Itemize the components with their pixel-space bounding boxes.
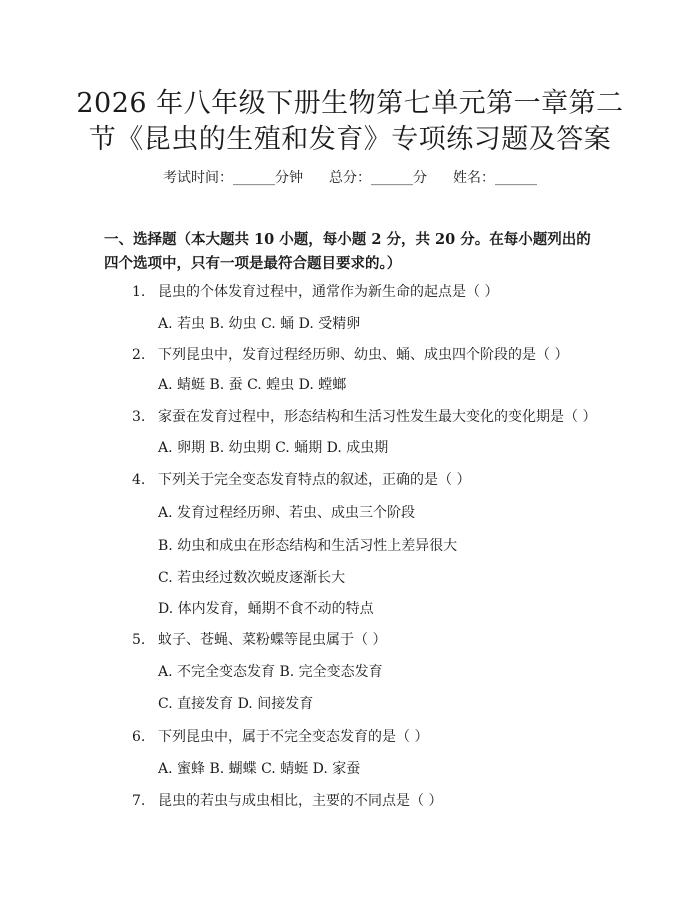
question-number: 7. xyxy=(132,793,146,809)
question-text: 昆虫的个体发育过程中，通常作为新生命的起点是（ ） xyxy=(158,284,499,300)
question-text: 下列昆虫中，属于不完全变态发育的是（ ） xyxy=(158,729,429,745)
question-text: 蚊子、苍蝇、菜粉蝶等昆虫属于（ ） xyxy=(158,632,387,648)
exam-time-field: 考试时间：______分钟 xyxy=(163,170,303,186)
question-number: 2. xyxy=(132,347,146,363)
total-score-field: 总分：______分 xyxy=(329,170,427,186)
question-text: 昆虫的若虫与成虫相比，主要的不同点是（ ） xyxy=(158,793,443,809)
question-number: 5. xyxy=(132,632,146,648)
question-3-options: A. 卵期 B. 幼虫期 C. 蛹期 D. 成虫期 xyxy=(158,440,389,456)
question-4-option-a: A. 发育过程经历卵、若虫、成虫三个阶段 xyxy=(158,505,416,521)
question-3 xyxy=(132,407,596,427)
question-5-options-row-2: C. 直接发育 D. 间接发育 xyxy=(158,696,314,712)
question-7 xyxy=(132,791,442,811)
question-number: 3. xyxy=(132,409,146,425)
question-number: 6. xyxy=(132,729,146,745)
question-4-option-d: D. 体内发育，蛹期不食不动的特点 xyxy=(158,601,374,617)
exam-info xyxy=(0,168,700,188)
question-6-options: A. 蜜蜂 B. 蝴蝶 C. 蜻蜓 D. 家蚕 xyxy=(158,761,361,777)
question-1 xyxy=(132,282,498,302)
student-name-field: 姓名：______ xyxy=(453,170,537,186)
document-title-line-2: 节《昆虫的生殖和发育》专项练习题及答案 xyxy=(88,124,612,155)
question-2 xyxy=(132,345,568,365)
question-4 xyxy=(132,470,470,490)
question-6 xyxy=(132,727,428,747)
question-number: 4. xyxy=(132,472,146,488)
question-5-options-row-1: A. 不完全变态发育 B. 完全变态发育 xyxy=(158,664,383,680)
section-heading: 一、选择题（本大题共 10 小题，每小题 2 分，共 20 分。在每小题列出的四个选项中，只有一项是最符合题目要求的。） xyxy=(104,231,591,272)
question-2-options: A. 蜻蜓 B. 蚕 C. 蝗虫 D. 螳螂 xyxy=(158,377,347,393)
question-text: 下列关于完全变态发育特点的叙述，正确的是（ ） xyxy=(158,472,471,488)
document-title-line-1: 2026 年八年级下册生物第七单元第一章第二 xyxy=(76,88,624,119)
question-text: 家蚕在发育过程中，形态结构和生活习性发生最大变化的变化期是（ ） xyxy=(158,409,597,425)
question-text: 下列昆虫中，发育过程经历卵、幼虫、蛹、成虫四个阶段的是（ ） xyxy=(158,347,569,363)
question-1-options: A. 若虫 B. 幼虫 C. 蛹 D. 受精卵 xyxy=(158,316,361,332)
question-4-option-c: C. 若虫经过数次蜕皮逐渐长大 xyxy=(158,570,346,586)
question-4-option-b: B. 幼虫和成虫在形态结构和生活习性上差异很大 xyxy=(158,538,458,554)
question-number: 1. xyxy=(132,284,146,300)
question-5 xyxy=(132,630,386,650)
